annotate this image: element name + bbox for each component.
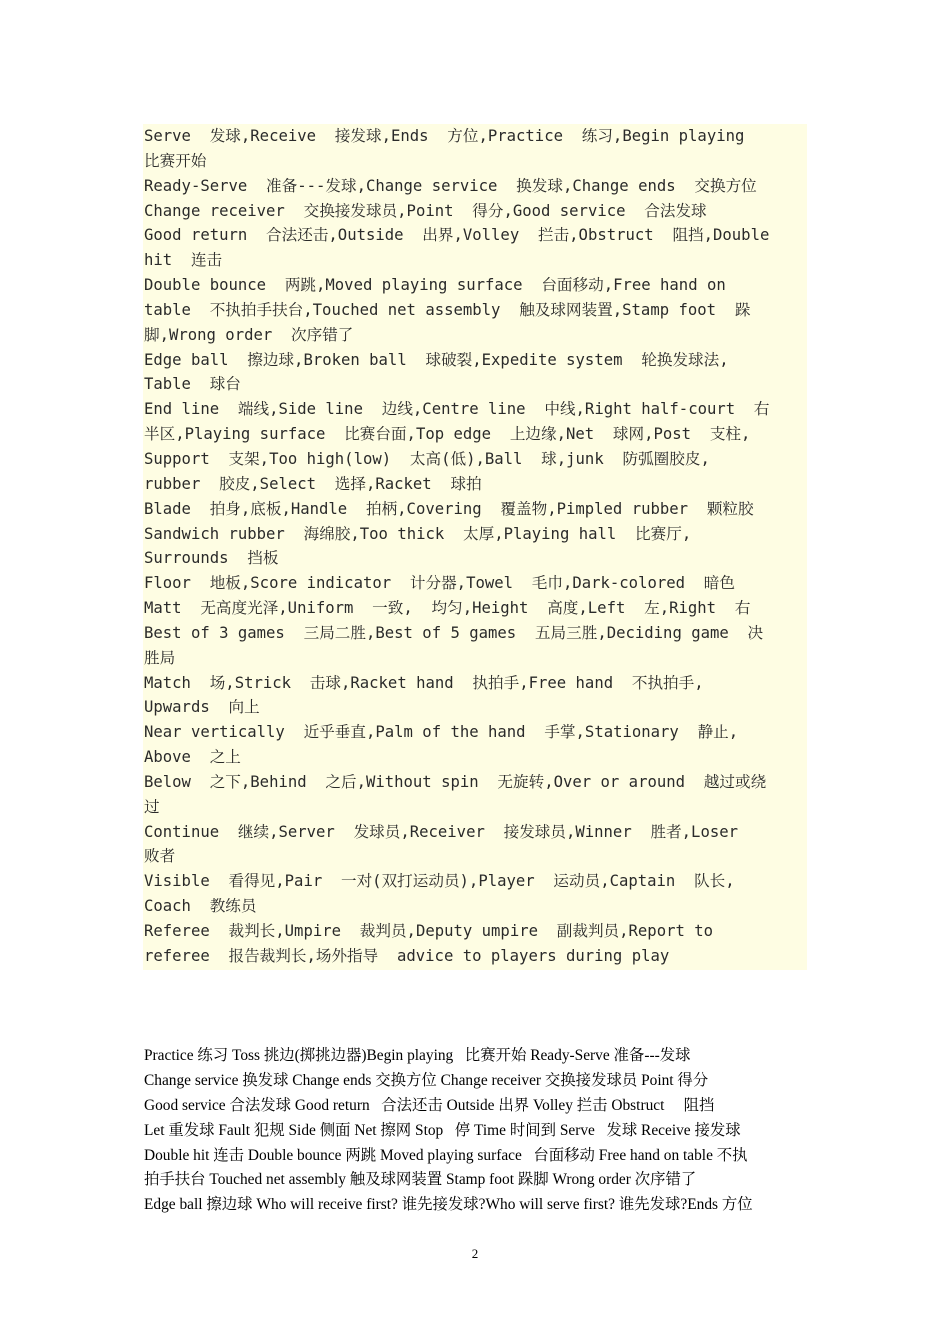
glossary-line: Coach 教练员 — [144, 897, 257, 916]
glossary-line: 过 — [144, 797, 160, 816]
glossary-line: rubber 胶皮,Select 选择,Racket 球拍 — [144, 474, 482, 493]
glossary-line: Near vertically 近乎垂直,Palm of the hand 手掌,Stationary 静止, — [144, 723, 739, 742]
glossary-line: Good return 合法还击,Outside 出界,Volley 拦击,Obstruct 阻挡,Double — [144, 226, 770, 245]
glossary-line: 胜局 — [144, 648, 176, 667]
phrase-line: Practice 练习 Toss 挑边(掷挑边器)Begin playing 比赛开始 Ready-Serve 准备---发球 — [144, 1047, 691, 1064]
phrase-line: Edge ball 擦边球 Who will receive first? 谁先接发球?Who will serve first? 谁先发球?Ends 方位 — [144, 1196, 753, 1214]
glossary-line: Support 支架,Too high(low) 太高(低),Ball 球,junk 防弧圈胶皮, — [144, 449, 710, 468]
phrase-line: Let 重发球 Fault 犯规 Side 侧面 Net 擦网 Stop 停 Time 时间到 Serve 发球 Receive 接发球 — [144, 1121, 741, 1139]
glossary-line: Ready-Serve 准备---发球,Change service 换发球,Change ends 交换方位 — [144, 176, 757, 195]
glossary-line: Floor 地板,Score indicator 计分器,Towel 毛巾,Dark-colored 暗色 — [144, 574, 735, 593]
glossary-line: Surrounds 挡板 — [144, 549, 279, 568]
glossary-line: Edge ball 擦边球,Broken ball 球破裂,Expedite system 轮换发球法, — [144, 350, 729, 369]
glossary-line: Referee 裁判长,Umpire 裁判员,Deputy umpire 副裁判员,Report to — [144, 922, 714, 940]
glossary-highlight-block — [143, 124, 807, 970]
glossary-line: Blade 拍身,底板,Handle 拍柄,Covering 覆盖物,Pimpled rubber 颗粒胶 — [144, 499, 754, 518]
glossary-line: referee 报告裁判长,场外指导 advice to players during play — [144, 946, 670, 965]
glossary-line: 半区,Playing surface 比赛台面,Top edge 上边缘,Net 球网,Post 支柱, — [144, 425, 751, 444]
glossary-line: Below 之下,Behind 之后,Without spin 无旋转,Over or around 越过或绕 — [144, 772, 767, 791]
glossary-line: Best of 3 games 三局二胜,Best of 5 games 五局三胜,Deciding game 决 — [144, 623, 764, 642]
glossary-line: Continue 继续,Server 发球员,Receiver 接发球员,Winner 胜者,Loser — [144, 822, 739, 841]
glossary-line: End line 端线,Side line 边线,Centre line 中线,Right half-court 右 — [144, 400, 770, 419]
phrase-paragraph — [144, 1044, 812, 1218]
glossary-line: Upwards 向上 — [144, 698, 260, 717]
glossary-line: 比赛开始 — [144, 151, 207, 170]
glossary-line: Double bounce 两跳,Moved playing surface 台面移动,Free hand on — [144, 276, 726, 295]
phrase-line: Double hit 连击 Double bounce 两跳 Moved playing surface 台面移动 Free hand on table 不执 — [144, 1146, 748, 1164]
phrase-line: 拍手扶台 Touched net assembly 触及球网装置 Stamp foot 跺脚 Wrong order 次序错了 — [144, 1171, 697, 1189]
glossary-line: Sandwich rubber 海绵胶,Too thick 太厚,Playing hall 比赛厅, — [144, 524, 692, 543]
glossary-line: Above 之上 — [144, 748, 241, 767]
glossary-line: hit 连击 — [144, 251, 223, 270]
glossary-line: Visible 看得见,Pair 一对(双打运动员),Player 运动员,Captain 队长, — [144, 872, 735, 891]
glossary-line: 脚,Wrong order 次序错了 — [144, 325, 354, 344]
glossary-line: Table 球台 — [144, 375, 241, 394]
glossary-line: table 不执拍手扶台,Touched net assembly 触及球网装置,Stamp foot 跺 — [144, 300, 751, 319]
glossary-line: Matt 无高度光泽,Uniform 一致, 均匀,Height 高度,Left 左,Right 右 — [144, 599, 751, 618]
page-number: 2 — [471, 1246, 479, 1261]
glossary-line: 败者 — [144, 847, 176, 866]
phrase-line: Change service 换发球 Change ends 交换方位 Change receiver 交换接发球员 Point 得分 — [144, 1071, 709, 1089]
glossary-line: Match 场,Strick 击球,Racket hand 执拍手,Free hand 不执拍手, — [144, 673, 704, 692]
phrase-line: Good service 合法发球 Good return 合法还击 Outside 出界 Volley 拦击 Obstruct 阻挡 — [144, 1096, 715, 1114]
glossary-line: Change receiver 交换接发球员,Point 得分,Good service 合法发球 — [144, 201, 707, 220]
glossary-line: Serve 发球,Receive 接发球,Ends 方位,Practice 练习,Begin playing — [144, 127, 745, 145]
